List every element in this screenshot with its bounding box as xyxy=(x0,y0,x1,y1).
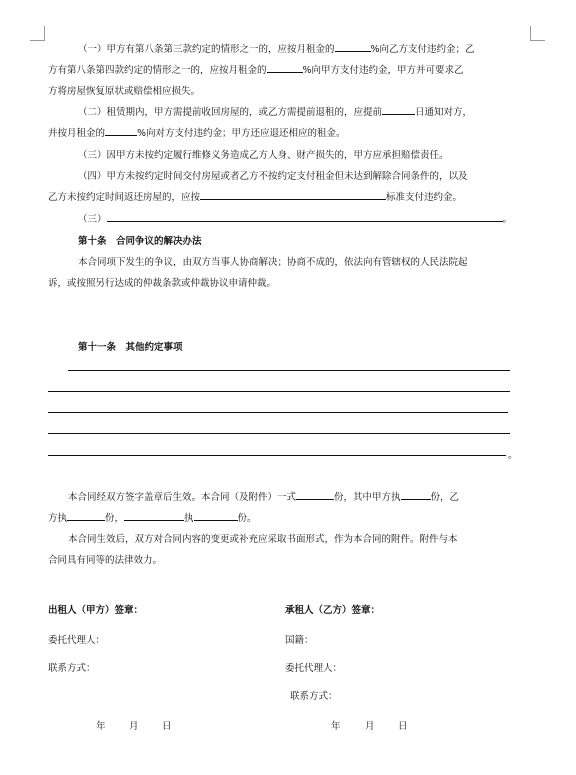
clause10-heading: 第十条 合同争议的解决办法 xyxy=(78,236,202,247)
effect-line1: 本合同经双方签字盖章后生效。本合同（及附件）一式 份，其中甲方执 份，乙 xyxy=(68,489,459,503)
lessor-title: 出租人（甲方）签章： xyxy=(48,605,144,616)
clause9-p4-line1: （四）甲方未按约定时间交付房屋或者乙方不按约定支付租金但未达到解除合同条件的，以及 xyxy=(78,171,468,182)
clause10-body-line2: 诉，或按照另行达成的仲裁条款或仲裁协议申请仲裁。 xyxy=(48,278,277,289)
lessee-nationality-label: 国籍： xyxy=(285,635,314,646)
clause9-p1-line1: （一）甲方有第八条第三款约定的情形之一的，应按月租金的 %向乙方支付违约金；乙 xyxy=(78,41,475,55)
lessor-agent-label: 委托代理人： xyxy=(48,635,106,646)
blank-line xyxy=(48,391,510,392)
blank-field xyxy=(401,489,431,500)
page-corner-mark-top-right xyxy=(530,26,545,41)
blank-field xyxy=(267,62,303,73)
lessee-date-day: 日 xyxy=(398,721,408,732)
clause11-heading: 第十一条 其他约定事项 xyxy=(78,342,183,353)
clause9-p4-line2: 乙方未按约定时间返还房屋的，应按 标准支付违约金。 xyxy=(48,189,462,203)
effect-line4: 合同具有同等的法律效力。 xyxy=(48,555,163,566)
clause11-end-mark: 。 xyxy=(508,450,518,461)
lessee-agent-label: 委托代理人： xyxy=(285,663,343,674)
blank-line xyxy=(48,433,510,434)
blank-line xyxy=(48,455,506,456)
blank-field xyxy=(382,104,415,115)
blank-field xyxy=(105,125,137,136)
clause9-p1-line2: 方有第八条第四款约定的情形之一的，应按月租金的 %向甲方支付违约金，甲方并可要求乙 xyxy=(48,62,464,76)
effect-line3: 本合同生效后，双方对合同内容的变更或补充应采取书面形式，作为本合同的附件。附件与本 xyxy=(68,534,458,545)
blank-field xyxy=(107,211,503,222)
lessor-date-day: 日 xyxy=(162,721,172,732)
blank-field xyxy=(200,189,386,200)
blank-field xyxy=(335,41,371,52)
lessee-title: 承租人（乙方）签章： xyxy=(285,605,381,616)
lessor-contact-label: 联系方式： xyxy=(48,663,96,674)
blank-field xyxy=(124,510,184,521)
clause9-p2-line1: （二）租赁期内，甲方需提前收回房屋的，或乙方需提前退租的，应提前 日通知对方， xyxy=(78,104,472,118)
clause9-p5-line: （三） 。 xyxy=(78,211,512,225)
page-corner-mark-top-left xyxy=(30,26,45,41)
blank-field xyxy=(194,510,238,521)
clause9-p2-line2: 并按月租金的 %向对方支付违约金；甲方还应退还相应的租金。 xyxy=(48,125,346,139)
lessor-date-month: 月 xyxy=(129,721,139,732)
effect-line2: 方执 份， 执 份。 xyxy=(48,510,257,524)
clause10-body-line1: 本合同项下发生的争议，由双方当事人协商解决；协商不成的，依法向有管辖权的人民法院起 xyxy=(78,257,468,268)
lessee-contact-label: 联系方式： xyxy=(290,691,338,702)
blank-line xyxy=(68,370,510,371)
blank-field xyxy=(67,510,105,521)
lessee-date-year: 年 xyxy=(331,721,341,732)
clause9-p1-line3: 方将房屋恢复原状或赔偿相应损失。 xyxy=(48,86,201,97)
lessee-date-month: 月 xyxy=(365,721,375,732)
blank-field xyxy=(296,489,334,500)
clause9-p3-line1: （三）因甲方未按约定履行维修义务造成乙方人身、财产损失的，甲方应承担赔偿责任。 xyxy=(78,150,449,161)
blank-line xyxy=(48,412,508,413)
lessor-date-year: 年 xyxy=(96,721,106,732)
